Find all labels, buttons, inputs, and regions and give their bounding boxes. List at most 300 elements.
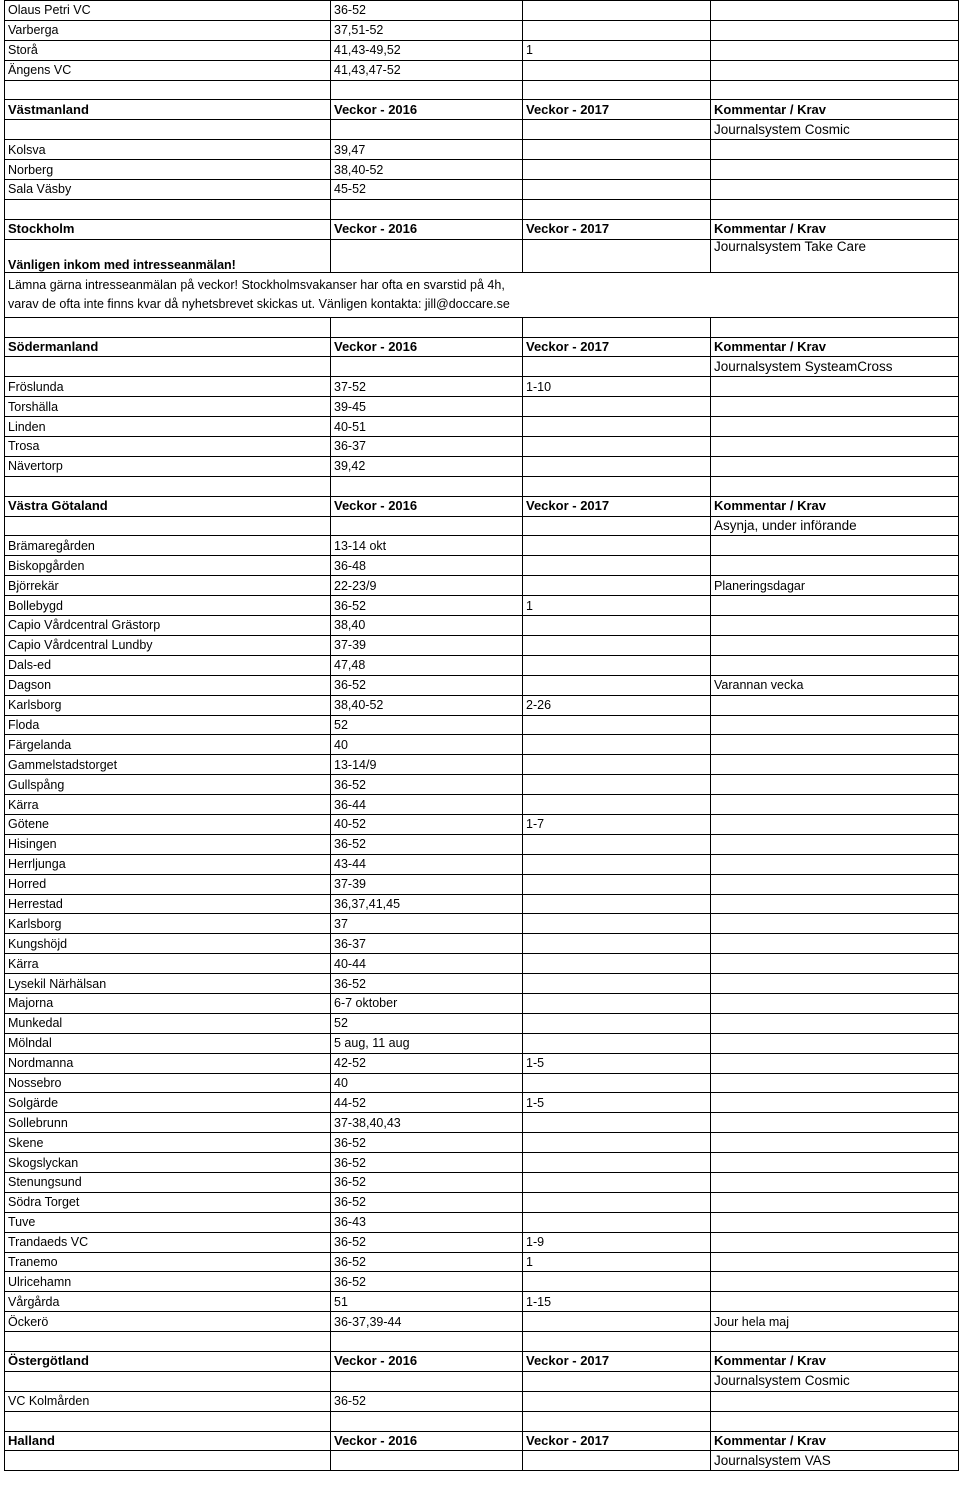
column-heading-2017[interactable]: Veckor - 2017 xyxy=(523,337,711,357)
table-row xyxy=(5,456,959,476)
journal-system-note[interactable]: Journalsystem Cosmic xyxy=(711,1371,959,1391)
empty-cell[interactable] xyxy=(331,317,523,337)
weeks-2017-cell[interactable] xyxy=(523,1192,711,1212)
weeks-2016-cell[interactable]: 36-52 xyxy=(331,1272,523,1292)
comment-cell[interactable] xyxy=(711,775,959,795)
weeks-2017-cell[interactable] xyxy=(523,437,711,457)
comment-cell[interactable] xyxy=(711,180,959,200)
comment-cell[interactable] xyxy=(711,715,959,735)
weeks-2017-cell[interactable] xyxy=(523,894,711,914)
table-row xyxy=(5,1312,959,1332)
clinic-name-cell[interactable]: Linden xyxy=(5,417,331,437)
column-heading-comment[interactable]: Kommentar / Krav xyxy=(711,496,959,516)
weeks-2016-cell[interactable]: 36-52 xyxy=(331,596,523,616)
column-heading-2016[interactable]: Veckor - 2016 xyxy=(331,1352,523,1372)
comment-cell[interactable] xyxy=(711,993,959,1013)
comment-cell[interactable] xyxy=(711,1113,959,1133)
clinic-name-cell[interactable]: Norberg xyxy=(5,160,331,180)
column-heading-2017[interactable]: Veckor - 2017 xyxy=(523,219,711,239)
empty-cell[interactable] xyxy=(331,476,523,496)
empty-cell[interactable] xyxy=(5,120,331,140)
weeks-2016-cell[interactable]: 40 xyxy=(331,735,523,755)
weeks-2017-cell[interactable] xyxy=(523,1133,711,1153)
table-row xyxy=(5,775,959,795)
weeks-2016-cell[interactable]: 43-44 xyxy=(331,854,523,874)
weeks-2017-cell[interactable] xyxy=(523,20,711,40)
empty-cell[interactable] xyxy=(523,239,711,272)
weeks-2017-cell[interactable] xyxy=(523,397,711,417)
weeks-2016-cell[interactable]: 36-52 xyxy=(331,1391,523,1411)
clinic-name-cell[interactable]: Tranemo xyxy=(5,1252,331,1272)
comment-cell[interactable] xyxy=(711,1133,959,1153)
weeks-2016-cell[interactable]: 36-37,39-44 xyxy=(331,1312,523,1332)
weeks-2016-cell[interactable]: 36-52 xyxy=(331,974,523,994)
clinic-name-cell[interactable]: Skogslyckan xyxy=(5,1153,331,1173)
weeks-2017-cell[interactable] xyxy=(523,536,711,556)
empty-cell[interactable] xyxy=(331,1451,523,1471)
empty-cell[interactable] xyxy=(5,1332,331,1352)
clinic-name-cell[interactable]: Biskopgården xyxy=(5,556,331,576)
comment-cell[interactable] xyxy=(711,616,959,636)
clinic-name-cell[interactable]: Färgelanda xyxy=(5,735,331,755)
journal-system-note[interactable]: Journalsystem VAS xyxy=(711,1451,959,1471)
column-heading-comment[interactable]: Kommentar / Krav xyxy=(711,100,959,120)
clinic-name-cell[interactable]: Vårgårda xyxy=(5,1292,331,1312)
empty-cell[interactable] xyxy=(5,1371,331,1391)
weeks-2017-cell[interactable] xyxy=(523,874,711,894)
column-heading-2017[interactable]: Veckor - 2017 xyxy=(523,496,711,516)
empty-cell[interactable] xyxy=(711,199,959,219)
empty-cell[interactable] xyxy=(523,357,711,377)
column-heading-2016[interactable]: Veckor - 2016 xyxy=(331,496,523,516)
comment-cell[interactable] xyxy=(711,1013,959,1033)
empty-cell[interactable] xyxy=(331,199,523,219)
comment-cell[interactable] xyxy=(711,1192,959,1212)
comment-cell[interactable] xyxy=(711,1272,959,1292)
table-row xyxy=(5,20,959,40)
comment-cell[interactable] xyxy=(711,874,959,894)
weeks-2017-cell[interactable] xyxy=(523,854,711,874)
weeks-2016-cell[interactable]: 37-39 xyxy=(331,874,523,894)
clinic-name-cell[interactable]: Ulricehamn xyxy=(5,1272,331,1292)
clinic-name-cell[interactable]: Nävertorp xyxy=(5,456,331,476)
comment-cell[interactable]: Jour hela maj xyxy=(711,1312,959,1332)
clinic-name-cell[interactable]: Dagson xyxy=(5,675,331,695)
weeks-2017-cell[interactable] xyxy=(523,655,711,675)
empty-cell[interactable] xyxy=(711,317,959,337)
weeks-2017-cell[interactable] xyxy=(523,974,711,994)
clinic-name-cell[interactable]: Munkedal xyxy=(5,1013,331,1033)
weeks-2017-cell[interactable] xyxy=(523,556,711,576)
region-heading[interactable]: Östergötland xyxy=(5,1352,331,1372)
weeks-2017-cell[interactable]: 2-26 xyxy=(523,695,711,715)
clinic-name-cell[interactable]: Nossebro xyxy=(5,1073,331,1093)
weeks-2016-cell[interactable]: 38,40 xyxy=(331,616,523,636)
clinic-name-cell[interactable]: Majorna xyxy=(5,993,331,1013)
comment-cell[interactable] xyxy=(711,954,959,974)
comment-cell[interactable] xyxy=(711,814,959,834)
weeks-2016-cell[interactable]: 36-48 xyxy=(331,556,523,576)
weeks-2016-cell[interactable]: 44-52 xyxy=(331,1093,523,1113)
clinic-name-cell[interactable]: VC Kolmården xyxy=(5,1391,331,1411)
comment-cell[interactable] xyxy=(711,854,959,874)
weeks-2017-cell[interactable]: 1 xyxy=(523,40,711,60)
table-row xyxy=(5,1252,959,1272)
weeks-2017-cell[interactable] xyxy=(523,1,711,21)
clinic-name-cell[interactable]: Storå xyxy=(5,40,331,60)
clinic-name-cell[interactable]: Trandaeds VC xyxy=(5,1232,331,1252)
weeks-2016-cell[interactable]: 13-14/9 xyxy=(331,755,523,775)
weeks-2016-cell[interactable]: 37-39 xyxy=(331,635,523,655)
weeks-2017-cell[interactable] xyxy=(523,715,711,735)
comment-cell[interactable]: Planeringsdagar xyxy=(711,576,959,596)
clinic-name-cell[interactable]: Gammelstadstorget xyxy=(5,755,331,775)
empty-cell[interactable] xyxy=(331,1371,523,1391)
weeks-2017-cell[interactable] xyxy=(523,675,711,695)
weeks-2016-cell[interactable]: 52 xyxy=(331,1013,523,1033)
comment-cell[interactable] xyxy=(711,755,959,775)
note-row xyxy=(5,272,959,317)
weeks-2017-cell[interactable] xyxy=(523,417,711,437)
weeks-2016-cell[interactable]: 36-52 xyxy=(331,1153,523,1173)
weeks-2016-cell[interactable]: 36-37 xyxy=(331,934,523,954)
empty-cell[interactable] xyxy=(331,239,523,272)
journal-system-note[interactable]: Asynja, under införande xyxy=(711,516,959,536)
blank-row xyxy=(5,1411,959,1431)
empty-cell[interactable] xyxy=(523,199,711,219)
column-heading-2017[interactable]: Veckor - 2017 xyxy=(523,1352,711,1372)
region-heading[interactable]: Västra Götaland xyxy=(5,496,331,516)
section-intro[interactable]: Vänligen inkom med intresseanmälan! xyxy=(5,239,331,272)
comment-cell[interactable] xyxy=(711,556,959,576)
empty-cell[interactable] xyxy=(331,1332,523,1352)
weeks-2016-cell[interactable]: 36-52 xyxy=(331,775,523,795)
weeks-2017-cell[interactable] xyxy=(523,160,711,180)
journal-system-note[interactable]: Journalsystem Take Care xyxy=(711,239,959,272)
clinic-name-cell[interactable]: Kungshöjd xyxy=(5,934,331,954)
weeks-2017-cell[interactable] xyxy=(523,140,711,160)
weeks-2017-cell[interactable] xyxy=(523,1013,711,1033)
weeks-2017-cell[interactable] xyxy=(523,755,711,775)
weeks-2017-cell[interactable] xyxy=(523,834,711,854)
column-heading-2017[interactable]: Veckor - 2017 xyxy=(523,100,711,120)
weeks-2017-cell[interactable] xyxy=(523,616,711,636)
weeks-2017-cell[interactable]: 1-10 xyxy=(523,377,711,397)
empty-cell[interactable] xyxy=(711,1332,959,1352)
comment-cell[interactable]: Varannan vecka xyxy=(711,675,959,695)
stockholm-note[interactable] xyxy=(5,272,959,317)
clinic-name-cell[interactable]: Capio Vårdcentral Lundby xyxy=(5,635,331,655)
weeks-2016-cell[interactable]: 36-52 xyxy=(331,1172,523,1192)
empty-cell[interactable] xyxy=(5,516,331,536)
weeks-2016-cell[interactable]: 51 xyxy=(331,1292,523,1312)
table-row xyxy=(5,437,959,457)
journal-system-note[interactable]: Journalsystem SysteamCross xyxy=(711,357,959,377)
weeks-2017-cell[interactable] xyxy=(523,60,711,80)
clinic-name-cell[interactable]: Solgärde xyxy=(5,1093,331,1113)
region-heading[interactable]: Västmanland xyxy=(5,100,331,120)
weeks-2016-cell[interactable]: 52 xyxy=(331,715,523,735)
empty-cell[interactable] xyxy=(5,1451,331,1471)
weeks-2017-cell[interactable] xyxy=(523,1073,711,1093)
clinic-name-cell[interactable]: Mölndal xyxy=(5,1033,331,1053)
column-heading-2016[interactable]: Veckor - 2016 xyxy=(331,100,523,120)
clinic-name-cell[interactable]: Sollebrunn xyxy=(5,1113,331,1133)
weeks-2016-cell[interactable]: 36-44 xyxy=(331,795,523,815)
weeks-2016-cell[interactable]: 47,48 xyxy=(331,655,523,675)
weeks-2017-cell[interactable] xyxy=(523,795,711,815)
weeks-2017-cell[interactable] xyxy=(523,635,711,655)
comment-cell[interactable] xyxy=(711,894,959,914)
comment-cell[interactable] xyxy=(711,735,959,755)
weeks-2016-cell[interactable]: 38,40-52 xyxy=(331,160,523,180)
clinic-name-cell[interactable]: Björrekär xyxy=(5,576,331,596)
weeks-2016-cell[interactable]: 37,51-52 xyxy=(331,20,523,40)
clinic-name-cell[interactable]: Stenungsund xyxy=(5,1172,331,1192)
clinic-name-cell[interactable]: Herrestad xyxy=(5,894,331,914)
clinic-name-cell[interactable]: Olaus Petri VC xyxy=(5,1,331,21)
weeks-2017-cell[interactable]: 1 xyxy=(523,596,711,616)
clinic-name-cell[interactable]: Bollebygd xyxy=(5,596,331,616)
journal-row xyxy=(5,1451,959,1471)
empty-cell[interactable] xyxy=(523,120,711,140)
weeks-2017-cell[interactable] xyxy=(523,1272,711,1292)
comment-cell[interactable] xyxy=(711,397,959,417)
weeks-2016-cell[interactable]: 36-43 xyxy=(331,1212,523,1232)
weeks-2016-cell[interactable]: 22-23/9 xyxy=(331,576,523,596)
column-heading-comment[interactable]: Kommentar / Krav xyxy=(711,219,959,239)
comment-cell[interactable] xyxy=(711,60,959,80)
comment-cell[interactable] xyxy=(711,1292,959,1312)
weeks-2016-cell[interactable]: 36-52 xyxy=(331,1133,523,1153)
clinic-name-cell[interactable]: Torshälla xyxy=(5,397,331,417)
clinic-name-cell[interactable]: Hisingen xyxy=(5,834,331,854)
weeks-2017-cell[interactable]: 1-5 xyxy=(523,1053,711,1073)
clinic-name-cell[interactable]: Herrljunga xyxy=(5,854,331,874)
clinic-name-cell[interactable]: Ängens VC xyxy=(5,60,331,80)
weeks-2017-cell[interactable] xyxy=(523,180,711,200)
weeks-2016-cell[interactable]: 39,47 xyxy=(331,140,523,160)
comment-cell[interactable] xyxy=(711,1391,959,1411)
table-row xyxy=(5,1053,959,1073)
empty-cell[interactable] xyxy=(711,1411,959,1431)
empty-cell[interactable] xyxy=(523,1371,711,1391)
comment-cell[interactable] xyxy=(711,1053,959,1073)
weeks-2017-cell[interactable] xyxy=(523,576,711,596)
weeks-2017-cell[interactable] xyxy=(523,1033,711,1053)
comment-cell[interactable] xyxy=(711,1,959,21)
weeks-2016-cell[interactable]: 37 xyxy=(331,914,523,934)
weeks-2016-cell[interactable]: 36-52 xyxy=(331,834,523,854)
comment-cell[interactable] xyxy=(711,914,959,934)
weeks-2017-cell[interactable] xyxy=(523,1391,711,1411)
weeks-2017-cell[interactable]: 1-5 xyxy=(523,1093,711,1113)
weeks-2016-cell[interactable]: 36-52 xyxy=(331,1252,523,1272)
empty-cell[interactable] xyxy=(331,80,523,100)
clinic-name-cell[interactable]: Götene xyxy=(5,814,331,834)
comment-cell[interactable] xyxy=(711,1093,959,1113)
region-heading[interactable]: Södermanland xyxy=(5,337,331,357)
weeks-2016-cell[interactable]: 13-14 okt xyxy=(331,536,523,556)
weeks-2016-cell[interactable]: 45-52 xyxy=(331,180,523,200)
comment-cell[interactable] xyxy=(711,655,959,675)
weeks-2016-cell[interactable]: 41,43-49,52 xyxy=(331,40,523,60)
comment-cell[interactable] xyxy=(711,934,959,954)
clinic-name-cell[interactable]: Capio Vårdcentral Grästorp xyxy=(5,616,331,636)
clinic-name-cell[interactable]: Tuve xyxy=(5,1212,331,1232)
empty-cell[interactable] xyxy=(523,317,711,337)
comment-cell[interactable] xyxy=(711,795,959,815)
weeks-2016-cell[interactable]: 42-52 xyxy=(331,1053,523,1073)
clinic-name-cell[interactable]: Dals-ed xyxy=(5,655,331,675)
comment-cell[interactable] xyxy=(711,1073,959,1093)
column-heading-2016[interactable]: Veckor - 2016 xyxy=(331,1431,523,1451)
clinic-name-cell[interactable]: Brämaregården xyxy=(5,536,331,556)
region-heading[interactable]: Halland xyxy=(5,1431,331,1451)
weeks-2016-cell[interactable]: 38,40-52 xyxy=(331,695,523,715)
weeks-2016-cell[interactable]: 36,37,41,45 xyxy=(331,894,523,914)
weeks-2017-cell[interactable]: 1-15 xyxy=(523,1292,711,1312)
empty-cell[interactable] xyxy=(523,1332,711,1352)
weeks-2017-cell[interactable] xyxy=(523,1172,711,1192)
comment-cell[interactable] xyxy=(711,974,959,994)
comment-cell[interactable] xyxy=(711,1033,959,1053)
comment-cell[interactable] xyxy=(711,437,959,457)
comment-cell[interactable] xyxy=(711,536,959,556)
table-row xyxy=(5,377,959,397)
column-heading-2017[interactable]: Veckor - 2017 xyxy=(523,1431,711,1451)
comment-cell[interactable] xyxy=(711,1172,959,1192)
clinic-name-cell[interactable]: Öckerö xyxy=(5,1312,331,1332)
comment-cell[interactable] xyxy=(711,20,959,40)
weeks-2016-cell[interactable]: 37-52 xyxy=(331,377,523,397)
empty-cell[interactable] xyxy=(5,357,331,377)
clinic-name-cell[interactable]: Fröslunda xyxy=(5,377,331,397)
blank-row xyxy=(5,1332,959,1352)
empty-cell[interactable] xyxy=(523,1411,711,1431)
weeks-2017-cell[interactable] xyxy=(523,775,711,795)
vacancy-table xyxy=(4,0,959,1471)
empty-cell[interactable] xyxy=(5,476,331,496)
empty-cell[interactable] xyxy=(523,476,711,496)
weeks-2017-cell[interactable] xyxy=(523,1113,711,1133)
comment-cell[interactable] xyxy=(711,456,959,476)
clinic-name-cell[interactable]: Lysekil Närhälsan xyxy=(5,974,331,994)
clinic-name-cell[interactable]: Karlsborg xyxy=(5,914,331,934)
comment-cell[interactable] xyxy=(711,635,959,655)
journal-row xyxy=(5,120,959,140)
comment-cell[interactable] xyxy=(711,160,959,180)
comment-cell[interactable] xyxy=(711,1153,959,1173)
empty-cell[interactable] xyxy=(331,120,523,140)
weeks-2016-cell[interactable]: 36-37 xyxy=(331,437,523,457)
empty-cell[interactable] xyxy=(331,516,523,536)
comment-cell[interactable] xyxy=(711,40,959,60)
clinic-name-cell[interactable]: Kärra xyxy=(5,795,331,815)
weeks-2016-cell[interactable]: 37-38,40,43 xyxy=(331,1113,523,1133)
clinic-name-cell[interactable]: Floda xyxy=(5,715,331,735)
weeks-2017-cell[interactable] xyxy=(523,914,711,934)
weeks-2017-cell[interactable] xyxy=(523,1212,711,1232)
empty-cell[interactable] xyxy=(711,476,959,496)
region-heading[interactable]: Stockholm xyxy=(5,219,331,239)
clinic-name-cell[interactable]: Nordmanna xyxy=(5,1053,331,1073)
weeks-2016-cell[interactable]: 41,43,47-52 xyxy=(331,60,523,80)
weeks-2016-cell[interactable]: 36-52 xyxy=(331,1232,523,1252)
weeks-2017-cell[interactable] xyxy=(523,934,711,954)
weeks-2016-cell[interactable]: 39-45 xyxy=(331,397,523,417)
clinic-name-cell[interactable]: Karlsborg xyxy=(5,695,331,715)
comment-cell[interactable] xyxy=(711,1232,959,1252)
empty-cell[interactable] xyxy=(523,516,711,536)
weeks-2017-cell[interactable]: 1-9 xyxy=(523,1232,711,1252)
column-heading-comment[interactable]: Kommentar / Krav xyxy=(711,1352,959,1372)
blank-row xyxy=(5,476,959,496)
weeks-2017-cell[interactable] xyxy=(523,1153,711,1173)
comment-cell[interactable] xyxy=(711,140,959,160)
weeks-2016-cell[interactable]: 40-44 xyxy=(331,954,523,974)
weeks-2016-cell[interactable]: 40-51 xyxy=(331,417,523,437)
empty-cell[interactable] xyxy=(523,1451,711,1471)
column-heading-2016[interactable]: Veckor - 2016 xyxy=(331,337,523,357)
weeks-2017-cell[interactable]: 1-7 xyxy=(523,814,711,834)
comment-cell[interactable] xyxy=(711,1252,959,1272)
clinic-name-cell[interactable]: Varberga xyxy=(5,20,331,40)
clinic-name-cell[interactable]: Kolsva xyxy=(5,140,331,160)
weeks-2016-cell[interactable]: 6-7 oktober xyxy=(331,993,523,1013)
column-heading-2016[interactable]: Veckor - 2016 xyxy=(331,219,523,239)
weeks-2016-cell[interactable]: 36-52 xyxy=(331,675,523,695)
weeks-2017-cell[interactable] xyxy=(523,456,711,476)
empty-cell[interactable] xyxy=(711,80,959,100)
comment-cell[interactable] xyxy=(711,377,959,397)
empty-cell[interactable] xyxy=(523,80,711,100)
weeks-2016-cell[interactable]: 40 xyxy=(331,1073,523,1093)
weeks-2016-cell[interactable]: 5 aug, 11 aug xyxy=(331,1033,523,1053)
weeks-2017-cell[interactable] xyxy=(523,1312,711,1332)
empty-cell[interactable] xyxy=(5,317,331,337)
column-heading-comment[interactable]: Kommentar / Krav xyxy=(711,1431,959,1451)
comment-cell[interactable] xyxy=(711,834,959,854)
weeks-2017-cell[interactable] xyxy=(523,993,711,1013)
weeks-2016-cell[interactable]: 39,42 xyxy=(331,456,523,476)
empty-cell[interactable] xyxy=(331,357,523,377)
weeks-2016-cell[interactable]: 40-52 xyxy=(331,814,523,834)
weeks-2016-cell[interactable]: 36-52 xyxy=(331,1,523,21)
clinic-name-cell[interactable]: Kärra xyxy=(5,954,331,974)
comment-cell[interactable] xyxy=(711,417,959,437)
weeks-2017-cell[interactable] xyxy=(523,735,711,755)
weeks-2017-cell[interactable]: 1 xyxy=(523,1252,711,1272)
clinic-name-cell[interactable]: Gullspång xyxy=(5,775,331,795)
comment-cell[interactable] xyxy=(711,695,959,715)
empty-cell[interactable] xyxy=(5,199,331,219)
empty-cell[interactable] xyxy=(5,80,331,100)
clinic-name-cell[interactable]: Horred xyxy=(5,874,331,894)
comment-cell[interactable] xyxy=(711,1212,959,1232)
clinic-name-cell[interactable]: Sala Väsby xyxy=(5,180,331,200)
weeks-2017-cell[interactable] xyxy=(523,954,711,974)
empty-cell[interactable] xyxy=(331,1411,523,1431)
journal-system-note[interactable]: Journalsystem Cosmic xyxy=(711,120,959,140)
comment-cell[interactable] xyxy=(711,596,959,616)
clinic-name-cell[interactable]: Trosa xyxy=(5,437,331,457)
column-heading-comment[interactable]: Kommentar / Krav xyxy=(711,337,959,357)
weeks-2016-cell[interactable]: 36-52 xyxy=(331,1192,523,1212)
empty-cell[interactable] xyxy=(5,1411,331,1431)
clinic-name-cell[interactable]: Skene xyxy=(5,1133,331,1153)
clinic-name-cell[interactable]: Södra Torget xyxy=(5,1192,331,1212)
